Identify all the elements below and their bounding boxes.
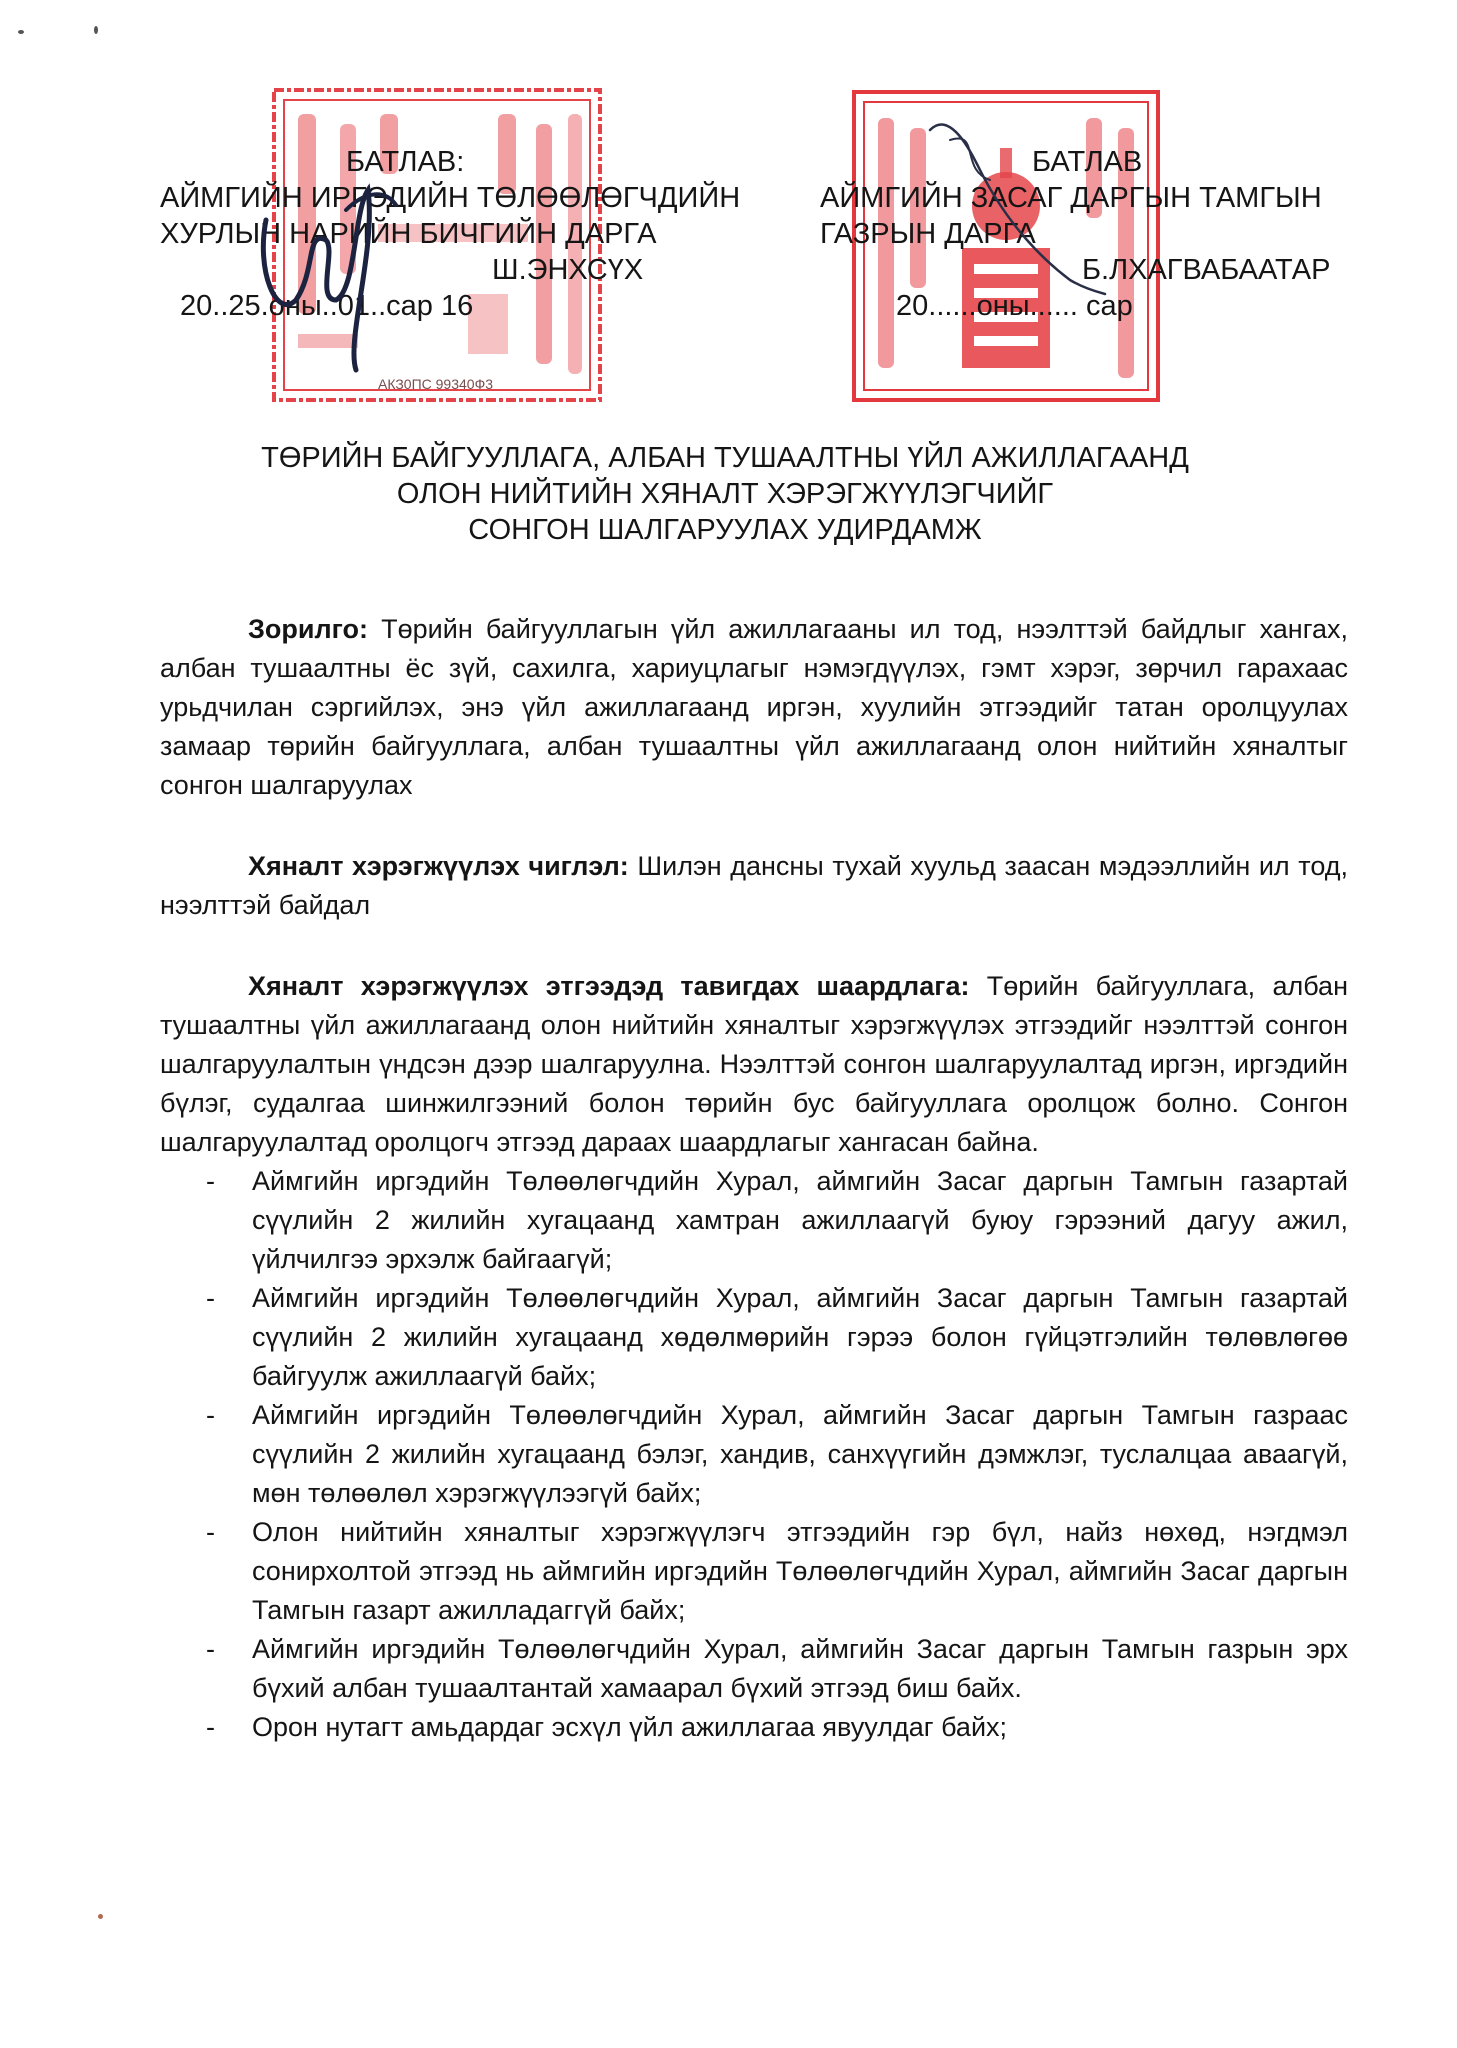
approval-line: АЙМГИЙН ЗАСАГ ДАРГЫН ТАМГЫН bbox=[820, 182, 1322, 214]
direction-paragraph bbox=[160, 847, 1348, 925]
title-line: ТӨРИЙН БАЙГУУЛЛАГА, АЛБАН ТУШААЛТНЫ ҮЙЛ АЖИЛЛАГААНД bbox=[261, 442, 1189, 474]
list-item: - Аймгийн иргэдийн Төлөөлөгчдийн Хурал, аймгийн Засаг даргын Тамгын газраас сүүлийн 2 жилийн хугацаанд бэлэг, хандив, санхүүгийн дэмжлэг, туслалцаа аваагүй, мөн төлөөлөл хэрэгжүүлээгүй байх; bbox=[160, 1396, 1348, 1513]
bullet-dash: - bbox=[206, 1283, 215, 1313]
goal-text: Төрийн байгууллагын үйл ажиллагааны ил тод, нээлттэй байдлыг хангах, албан тушаалтны ёс зүй, сахилга, хариуцлагыг нэмэгдүүлэх, гэмт хэрэг, зөрчил гарахаас урьдчилан сэргийлэх, энэ үйл ажиллагаанд иргэн, хуулийн этгээдийг татан оролцуулах замаар төрийн байгууллага, албан тушаалтны үйл ажиллагаанд олон нийтийн хяналтыг сонгон шалгаруулах bbox=[160, 614, 1348, 800]
bullet-dash: - bbox=[206, 1517, 215, 1547]
seal-serial: АКЗ0ПС 99340Ф3 bbox=[378, 376, 494, 392]
list-item: - Аймгийн иргэдийн Төлөөлөгчдийн Хурал, аймгийн Засаг даргын Тамгын газрын эрх бүхий албан тушаалтантай хамаарал бүхий этгээд биш байх. bbox=[160, 1630, 1348, 1708]
title-line: ОЛОН НИЙТИЙН ХЯНАЛТ ХЭРЭГЖҮҮЛЭГЧИЙГ bbox=[396, 478, 1054, 510]
approval-date: 20......оны...... сар bbox=[896, 290, 1133, 322]
requirements-paragraph bbox=[160, 967, 1348, 1162]
requirements-text: Төрийн байгууллага, албан тушаалтны үйл ажиллагаанд олон нийтийн хяналтыг хэрэгжүүлэх этгээдийг нээлттэй сонгон шалгаруулалтын үндсэн дээр шалгаруулна. Нээлттэй сонгон шалгаруулалтад иргэн, иргэдийн бүлэг, судалгаа шинжилгээний болон төрийн бус байгууллага оролцож болно. Сонгон шалгаруулалтад оролцогч этгээд дараах шаардлагыг хангасан байна. bbox=[160, 971, 1348, 1157]
scan-speck bbox=[98, 1914, 103, 1919]
requirements-label: Хяналт хэрэгжүүлэх этгээдэд тавигдах шаардлага: bbox=[248, 971, 970, 1001]
direction-text: Шилэн дансны тухай хуульд заасан мэдээллийн ил тод, нээлттэй байдал bbox=[160, 851, 1348, 920]
list-item: - Орон нутагт амьдардаг эсхүл үйл ажиллагаа явуулдаг байх; bbox=[160, 1708, 1348, 1747]
title-line: СОНГОН ШАЛГАРУУЛАХ УДИРДАМЖ bbox=[468, 514, 982, 546]
approval-line: ГАЗРЫН ДАРГА bbox=[820, 218, 1036, 250]
goal-label: Зорилго: bbox=[248, 614, 369, 644]
approval-line: ХУРЛЫН НАРИЙН БИЧГИЙН ДАРГА bbox=[160, 218, 657, 250]
approval-date: 20..25.оны..01..сар 16 bbox=[180, 290, 474, 322]
approval-heading: БАТЛАВ: bbox=[346, 146, 465, 178]
direction-label: Хяналт хэрэгжүүлэх чиглэл: bbox=[248, 851, 629, 881]
list-item: - Аймгийн иргэдийн Төлөөлөгчдийн Хурал, аймгийн Засаг даргын Тамгын газартай сүүлийн 2 жилийн хугацаанд хамтран ажиллаагүй буюу гэрээний дагуу ажил, үйлчилгээ эрхэлж байгаагүй; bbox=[160, 1162, 1348, 1279]
bullet-dash: - bbox=[206, 1634, 215, 1664]
scan-speck bbox=[18, 30, 24, 34]
bullet-dash: - bbox=[206, 1166, 215, 1196]
document-title bbox=[150, 440, 1300, 548]
list-item: - Олон нийтийн хяналтыг хэрэгжүүлэгч этгээдийн гэр бүл, найз нөхөд, нэгдмэл сонирхолтой этгээд нь аймгийн иргэдийн Төлөөлөгчдийн Хурал, аймгийн Засаг даргын Тамгын газарт ажилладаггүй байх; bbox=[160, 1513, 1348, 1630]
approval-line: АЙМГИЙН ИРГЭДИЙН ТӨЛӨӨЛӨГЧДИЙН bbox=[160, 182, 741, 214]
list-item: - Аймгийн иргэдийн Төлөөлөгчдийн Хурал, аймгийн Засаг даргын Тамгын газартай сүүлийн 2 жилийн хугацаанд хөдөлмөрийн гэрээ болон гүйцэтгэлийн төлөвлөгөө байгуулж ажиллаагүй байх; bbox=[160, 1279, 1348, 1396]
goal-paragraph bbox=[160, 610, 1348, 805]
scan-speck bbox=[94, 26, 98, 34]
bullet-dash: - bbox=[206, 1400, 215, 1430]
document-body bbox=[160, 610, 1348, 1747]
approval-heading: БАТЛАВ bbox=[1032, 146, 1143, 178]
right-signature bbox=[920, 110, 1120, 310]
requirements-list bbox=[160, 1162, 1348, 1747]
left-signature bbox=[236, 150, 436, 380]
bullet-dash: - bbox=[206, 1712, 215, 1742]
approver-name: Б.ЛХАГВАБААТАР bbox=[1082, 254, 1331, 286]
approver-name: Ш.ЭНХСҮХ bbox=[492, 254, 644, 286]
